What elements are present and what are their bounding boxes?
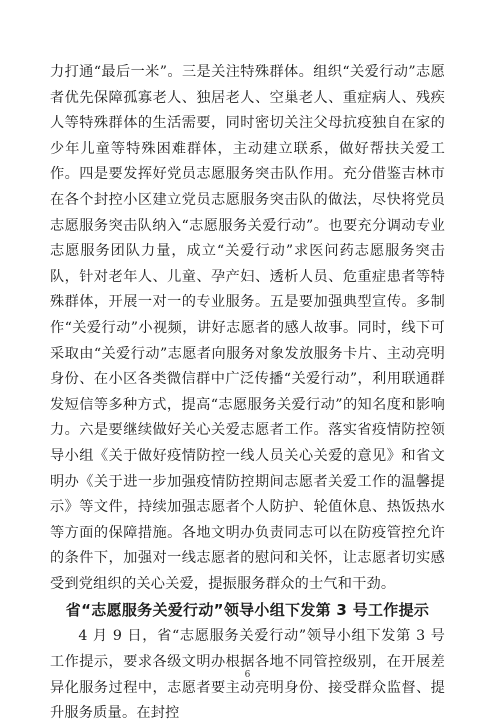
body-paragraph: 4 月 9 日，省“志愿服务关爱行动”领导小组下发第 3 号工作提示，要求各级文明办根据各地不同管控级别，在开展差异化服务过程中，志愿者要主动亮明身份、接受群众监督、提升服务质量。在封控 (50, 628, 445, 722)
document-body (50, 60, 445, 727)
page-number: 6 (244, 670, 251, 680)
body-paragraph: 力打通“最后一米”。三是关注特殊群体。组织“关爱行动”志愿者优先保障孤寡老人、独居老人、空巢老人、重症病人、残疾人等特殊群体的生活需要，同时密切关注父母抗疫独自在家的少年儿童等特殊困难群体，主动建立联系，做好帮扶关爱工作。四是要发挥好党员志愿服务突击队作用。充分借鉴吉林市在各个封控小区建立党员志愿服务突击队的做法，尽快将党员志愿服务突击队纳入“志愿服务关爱行动”。也要充分调动专业志愿服务团队力量，成立“关爱行动”求医问药志愿服务突击队，针对老年人、儿童、孕产妇、透析人员、危重症患者等特殊群体，开展一对一的专业服务。五是要加强典型宣传。多制作“关爱行动”小视频，讲好志愿者的感人故事。同时，线下可采取由“关爱行动”志愿者向服务对象发放服务卡片、主动亮明身份、在小区各类微信群中广泛传播“关爱行动”，利用联通群发短信等多种方式，提高“志愿服务关爱行动”的知名度和影响力。六是要继续做好关心关爱志愿者工作。落实省疫情防控领导小组《关于做好疫情防控一线人员关心关爱的意见》和省文明办《关于进一步加强疫情防控期间志愿者关爱工作的温馨提示》等文件，持续加强志愿者个人防护、轮值休息、热饭热水等方面的保障措施。各地文明办负责同志可以在防疫管控允许的条件下，加强对一线志愿者的慰问和关怀，让志愿者切实感受到党组织的关心关爱，提振服务群众的士气和干劲。 (50, 64, 445, 592)
section-heading: 省“志愿服务关爱行动”领导小组下发第 3 号工作提示 (65, 601, 430, 620)
